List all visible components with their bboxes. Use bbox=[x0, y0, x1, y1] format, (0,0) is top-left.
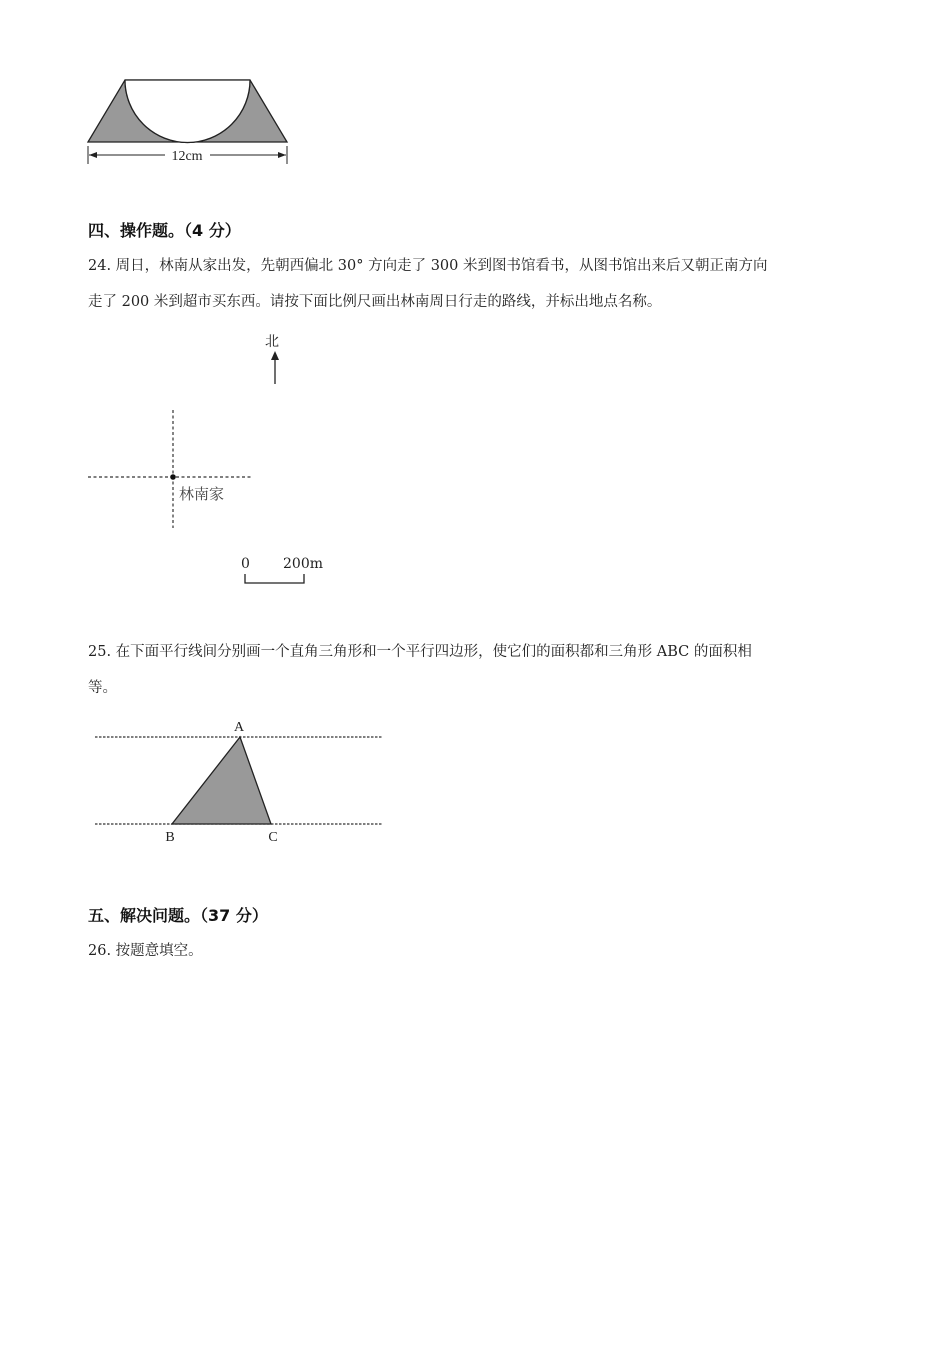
trapezoid-semicircle-figure bbox=[80, 72, 300, 172]
question-24-text bbox=[88, 248, 767, 320]
section-5-heading: 五、解决问题。（37 分） bbox=[88, 906, 268, 925]
north-arrow-icon bbox=[265, 350, 285, 386]
question-24-line-1: 24. 周日，林南从家出发，先朝西偏北 30° 方向走了 300 米到图书馆看书，从图书馆出来后又朝正南方向 bbox=[88, 258, 768, 274]
north-label: 北 bbox=[265, 334, 279, 350]
scale-bar bbox=[240, 572, 310, 588]
question-25-line-1: 25. 在下面平行线间分别画一个直角三角形和一个平行四边形，使它们的面积都和三角形 ABC 的面积相 bbox=[88, 644, 752, 660]
home-crosshair bbox=[80, 400, 260, 535]
home-point bbox=[170, 474, 176, 480]
question-25-text bbox=[88, 634, 752, 706]
triangle-abc bbox=[172, 737, 271, 824]
question-25-line-2: 等。 bbox=[88, 680, 117, 696]
vertex-c-label: C bbox=[268, 830, 278, 845]
question-24-line-2: 走了 200 米到超市买东西。请按下面比例尺画出林南周日行走的路线，并标出地点名称。 bbox=[88, 294, 662, 310]
question-26-text: 26. 按题意填空。 bbox=[88, 943, 203, 959]
dimension-arrow-left bbox=[89, 152, 97, 158]
dimension-arrow-right bbox=[278, 152, 286, 158]
parallel-lines-triangle-figure bbox=[90, 715, 390, 850]
scale-length-label: 200m bbox=[283, 556, 323, 572]
scale-zero-label: 0 bbox=[241, 556, 250, 572]
vertex-b-label: B bbox=[165, 830, 175, 845]
home-label: 林南家 bbox=[179, 485, 225, 503]
dimension-label: 12cm bbox=[171, 149, 203, 164]
vertex-a-label: A bbox=[233, 720, 245, 735]
section-4-heading: 四、操作题。（4 分） bbox=[88, 221, 241, 240]
